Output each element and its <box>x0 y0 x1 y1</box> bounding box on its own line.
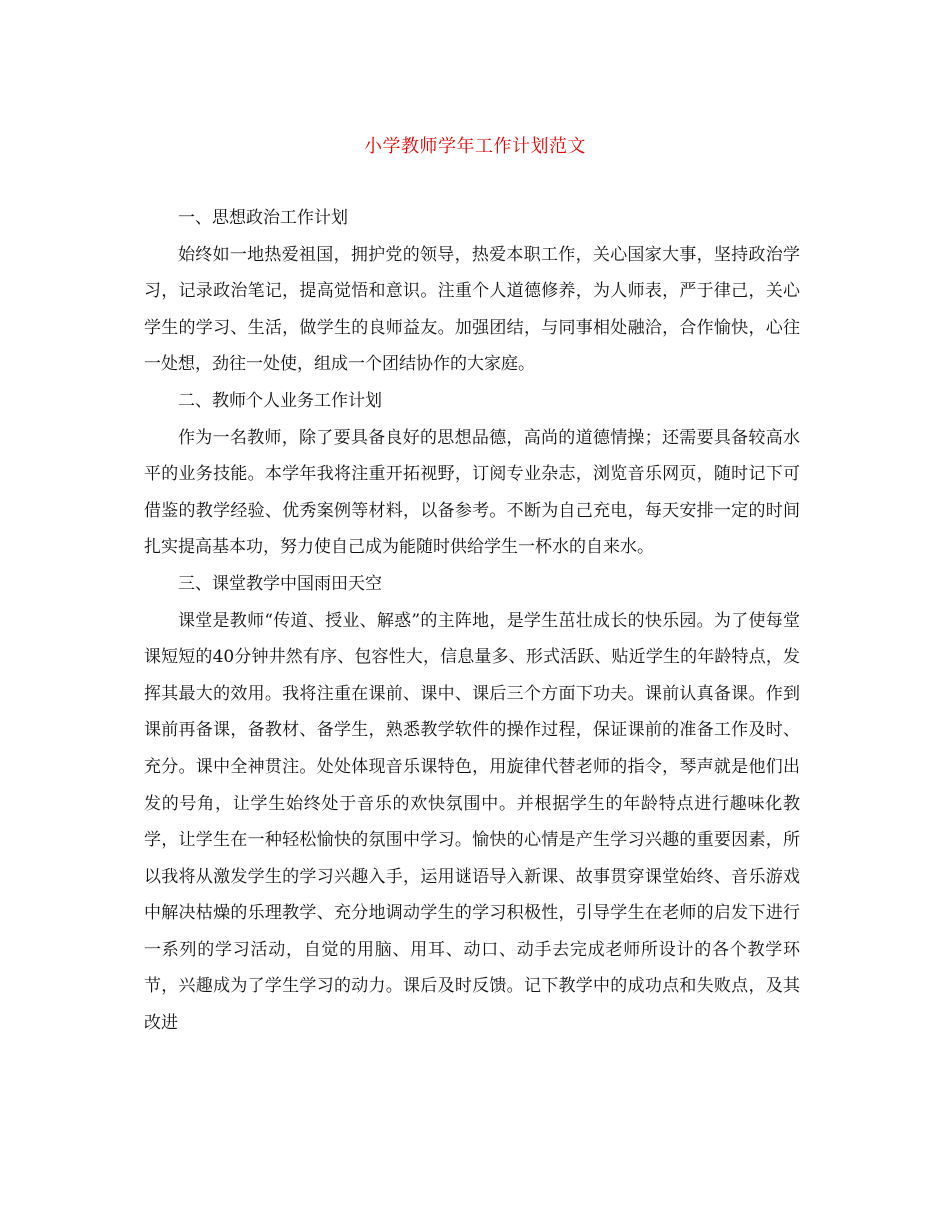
section-heading-3: 三、课堂教学中国雨田天空 <box>178 573 382 594</box>
paragraph-2: 作为一名教师，除了要具备良好的思想品德，高尚的道德情操；还需要具备较高水平的业务技能。本学年我将注重开拓视野，订阅专业杂志，浏览音乐网页，随时记下可借鉴的教学经验、优秀案例等材料，以备参考。不断为自己充电，每天安排一定的时间扎实提高基本功，努力使自己成为能随时供给学生一杯水的自来水。 <box>144 427 800 558</box>
document-title: 小学教师学年工作计划范文 <box>364 136 586 157</box>
section-heading-2: 二、教师个人业务工作计划 <box>178 390 382 411</box>
paragraph-1: 始终如一地热爱祖国，拥护党的领导，热爱本职工作，关心国家大事，坚持政治学习，记录政治笔记，提高觉悟和意识。注重个人道德修养，为人师表，严于律己，关心学生的学习、生活，做学生的良师益友。加强团结，与同事相处融洽，合作愉快，心往一处想，劲往一处使，组成一个团结协作的大家庭。 <box>144 244 800 375</box>
paragraph-3: 课堂是教师“传道、授业、解惑”的主阵地，是学生茁壮成长的快乐园。为了使每堂课短短的40分钟井然有序、包容性大，信息量多、形式活跃、贴近学生的年龄特点，发挥其最大的效用。我将注重在课前、课中、课后三个方面下功夫。课前认真备课。作到课前再备课，备教材、备学生，熟悉教学软件的操作过程，保证课前的准备工作及时、充分。课中全神贯注。处处体现音乐课特色，用旋律代替老师的指令，琴声就是他们出发的号角，让学生始终处于音乐的欢快氛围中。并根据学生的年龄特点进行趣味化教学，让学生在一种轻松愉快的氛围中学习。愉快的心情是产生学习兴趣的重要因素，所以我将从激发学生的学习兴趣入手，运用谜语导入新课、故事贯穿课堂始终、音乐游戏中解决枯燥的乐理教学、充分地调动学生的学习积极性，引导学生在老师的启发下进行一系列的学习活动，自觉的用脑、用耳、动口、动手去完成老师所设计的各个教学环节，兴趣成为了学生学习的动力。课后及时反馈。记下教学中的成功点和失败点，及其改进 <box>144 610 800 1034</box>
section-heading-1: 一、思想政治工作计划 <box>178 208 348 228</box>
document-body <box>144 200 800 1042</box>
